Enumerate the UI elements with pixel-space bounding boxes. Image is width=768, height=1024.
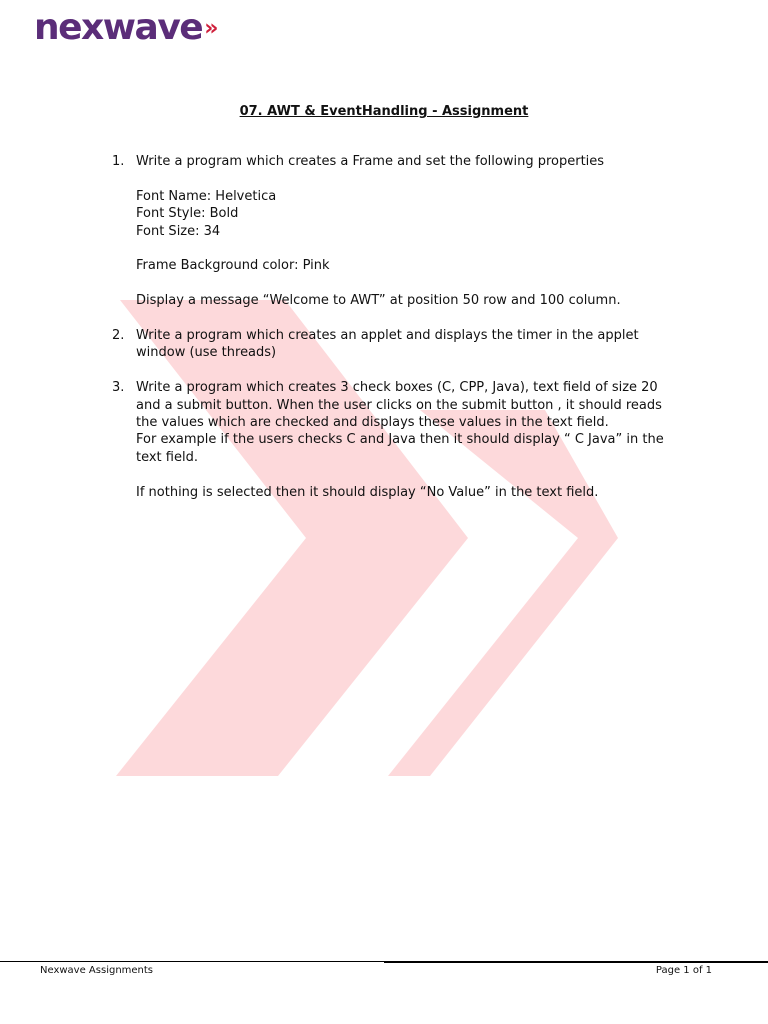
assignment-list [112,153,682,501]
property-font-style: Font Style: Bold [136,206,239,222]
question-text: Write a program which creates an applet and displays the timer in the applet window (use threads) [136,328,639,361]
question-text: Write a program which creates 3 check boxes (C, CPP, Java), text field of size 20 and a submit button. When the user clicks on the submit button , it should reads the values which are checked and displays these values in the text field. [136,380,662,431]
footer-divider-secondary [384,962,768,963]
list-item [112,327,682,362]
property-background: Frame Background color: Pink [136,258,330,274]
item-number: 2. [112,328,125,343]
property-message: Display a message “Welcome to AWT” at position 50 row and 100 column. [136,293,621,309]
question-no-value: If nothing is selected then it should display “No Value” in the text field. [136,484,599,500]
question-text: Write a program which creates a Frame and set the following properties [136,154,605,169]
logo-text: nexwave [34,7,203,48]
logo-chevron-icon: » [204,16,213,41]
property-font-size: Font Size: 34 [136,223,221,239]
item-number: 1. [112,154,125,169]
item-number: 3. [112,380,125,396]
property-font-name: Font Name: Helvetica [136,188,277,204]
list-item [112,379,682,501]
list-item [112,153,682,310]
footer-left-text: Nexwave Assignments [40,965,154,976]
question-example: For example if the users checks C and Java then it should display “ C Java” in the text field. [136,432,664,465]
page-title: 07. AWT & EventHandling - Assignment [239,104,529,119]
page-number: Page 1 of 1 [655,965,712,976]
